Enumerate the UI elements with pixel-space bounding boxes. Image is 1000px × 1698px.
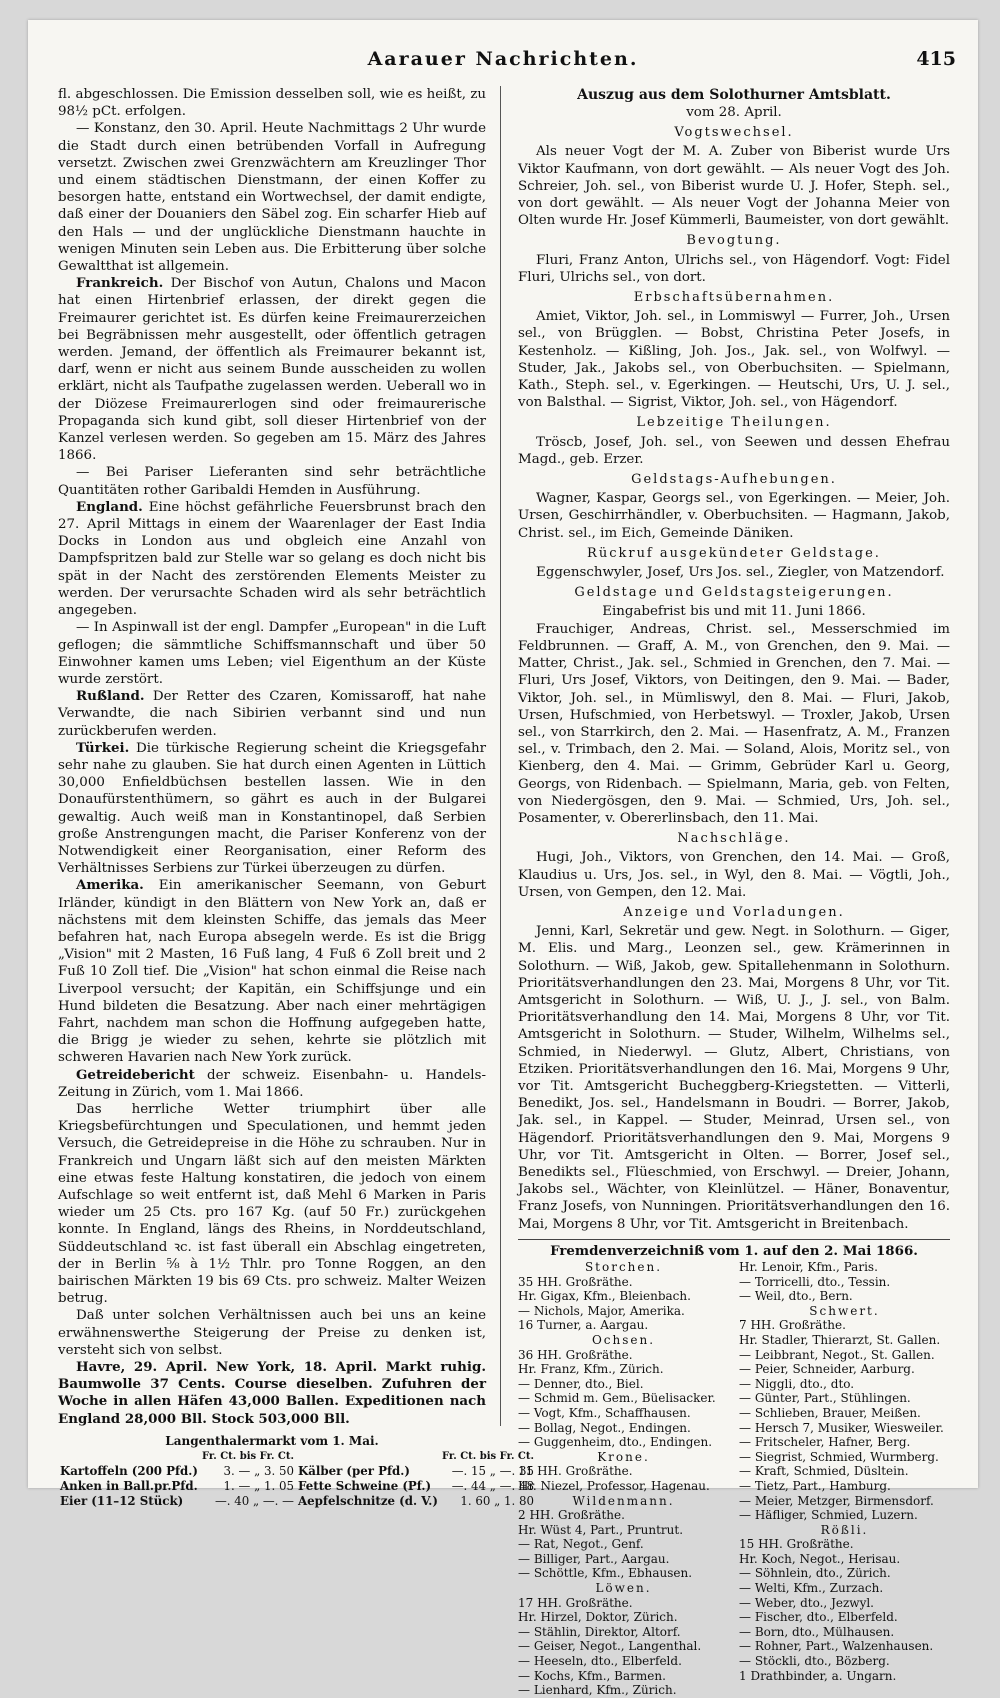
guest-entry: Hr. Franz, Kfm., Zürich.: [518, 1362, 664, 1377]
section-geldstage-deadline: Eingabefrist bis und mit 11. Juni 1866.: [602, 604, 866, 620]
guest-entry: Hr. Niezel, Professor, Hagenau.: [518, 1478, 710, 1493]
paragraph-england: [58, 499, 486, 619]
amtsblatt-date: vom 28. April.: [686, 105, 782, 120]
market-item: Anken in Ball.pr.Pfd.: [60, 1478, 198, 1493]
masthead: [28, 48, 978, 80]
section-nachschlaege-text: Hugi, Joh., Viktors, von Grenchen, den 14. Mai. — Groß, Klaudius u. Urs, Jos. sel., in Wyl, den 8. Mai. — Vögtli, Joh., Ursen, von Gempen, den 12. Mai.: [518, 850, 950, 900]
market-item: Eier (11–12 Stück): [60, 1493, 184, 1508]
market-price: 1. — „ 1. 05: [223, 1478, 294, 1493]
guest-entry: — Rohner, Part., Walzenhausen.: [739, 1639, 934, 1654]
hotel-name: Wildenmann.: [572, 1493, 675, 1508]
guest-entry: — Born, dto., Mülhausen.: [739, 1624, 895, 1639]
guest-entry: — Hersch 7, Musiker, Wiesweiler.: [739, 1420, 944, 1435]
market-header-cell: Fr. Ct. bis Fr. Ct.: [201, 1450, 294, 1462]
heading-frankreich: Frankreich.: [76, 275, 164, 292]
guest-entry: — Denner, dto., Biel.: [518, 1376, 644, 1391]
guest-entry: — Bollag, Negot., Endingen.: [518, 1420, 691, 1435]
guest-entry: — Fischer, dto., Elberfeld.: [739, 1610, 898, 1625]
market-header-cell: [58, 1449, 200, 1464]
guest-entry: — Guggenheim, dto., Endingen.: [518, 1435, 713, 1450]
amtsblatt-title: Auszug aus dem Solothurner Amtsblatt.: [577, 87, 891, 103]
guest-entry: 36 HH. Großräthe.: [518, 1347, 633, 1362]
guest-entry: Hr. Koch, Negot., Herisau.: [739, 1551, 901, 1566]
market-table: [58, 1449, 536, 1509]
market-row: [58, 1464, 536, 1479]
market-header-cell: Fr. Ct. bis Fr. Ct.: [441, 1450, 534, 1462]
section-erbschaft-text: Amiet, Viktor, Joh. sel., in Lommiswyl — Furrer, Joh., Ursen sel., von Brügglen. — Bobst, Christina Peter Josefs, in Kestenholz. — Kißling, Joh. Jos., Jak. sel., von Wolfwyl. — Studer, Jak., Jakobs sel., von Oberbuchsiten. — Spielmann, Kath., Steph. sel., v. Egerkingen. — Heutschi, Urs, U. J. sel., von Balsthal. — Sigrist, Viktor, Joh. sel., von Hägendorf.: [518, 309, 950, 411]
hotel-name: Löwen.: [595, 1581, 652, 1596]
section-geldstage-text: Frauchiger, Andreas, Christ. sel., Messerschmied im Feldbrunnen. — Graff, A. M., von Grenchen, den 9. Mai. — Matter, Christ., Jak. sel., Schmied in Grenchen, den 7. Mai. — Fluri, Urs Josef, Viktors, von Deitingen, den 9. Mai. — Bader, Viktor, Joh. sel., in Mümliswyl, den 8. Mai. — Fluri, Jakob, Ursen, Hufschmied, von Herbetswyl. — Troxler, Jakob, Ursen sel., von Starrkirch, den 2. Mai. — Hasenfratz, A. M., Franzen sel., v. Trimbach, den 2. Mai. — Soland, Alois, Moritz sel., von Kienberg, den 4. Mai. — Grimm, Gebrüder Karl u. Georg, Georgs, von Ridenbach. — Spielmann, Maria, geb. von Felten, von Niedergösgen, den 9. Mai. — Schmied, Urs, Joh. sel., Posamenter, v. Obererlinsbach, den 11. Mai.: [518, 621, 950, 826]
section-geldstage-heading: Geldstage und Geldstagsteigerungen.: [574, 585, 894, 601]
guest-entry: — Peier, Schneider, Aarburg.: [739, 1362, 915, 1377]
paragraph-russland: [58, 688, 486, 740]
guest-entry: — Niggli, dto., dto.: [739, 1376, 855, 1391]
fremden-column-left: [518, 1260, 729, 1698]
section-anzeige-text: Jenni, Karl, Sekretär und gew. Negt. in Solothurn. — Giger, M. Elis. und Marg., Leonzen sel., gew. Krämerinnen in Solothurn. — Wiß, Jakob, gew. Spitallehenmann in Solothurn. Prioritätsverhandlungen den 23. Mai, Morgens 8 Uhr, vor Tit. Amtsgericht in Solothurn. — Wiß, U. J., J. sel., von Balm. Prioritätsverhandlung den 14. Mai, Morgens 8 Uhr, vor Tit. Amtsgericht in Solothurn. — Studer, Wilhelm, Wilhelms sel., Schmied, in Niederwyl. — Glutz, Albert, Christians, von Etziken. Prioritätsverhandlungen den 16. Mai, Morgens 9 Uhr, vor Tit. Amtsgericht Bucheggberg-Kriegstetten. — Vitterli, Benedikt, Jos. sel., Handelsmann in Boudri. — Borrer, Jakob, Jak. sel., in Kappel. — Studer, Meinrad, Ursen sel., von Hägendorf. Prioritätsverhandlungen den 9. Mai, Morgens 9 Uhr, vor Tit. Amtsgericht in Olten. — Borrer, Josef sel., Benedikts sel., Flüeschmied, von Erschwyl. — Dreier, Johann, Jakobs sel., Wächter, von Kleinlützel. — Häner, Bonaventur, Franz Josefs, von Nunningen. Prioritätsverhandlungen den 16. Mai, Morgens 8 Uhr, vor Tit. Amtsgericht in Breitenbach.: [518, 924, 950, 1232]
guest-entry: — Welti, Kfm., Zurzach.: [739, 1581, 884, 1596]
page-number: 415: [916, 48, 956, 70]
guest-entry: 15 HH. Großräthe.: [739, 1537, 854, 1552]
paragraph-emission: fl. abgeschlossen. Die Emission desselben soll, wie es heißt, zu 98½ pCt. erfolgen.: [58, 87, 486, 120]
section-geldstagsaufhebung-heading: Geldstags-Aufhebungen.: [631, 472, 837, 488]
hotel-name: Schwert.: [809, 1303, 880, 1318]
guest-entry: Hr. Gigax, Kfm., Bleienbach.: [518, 1289, 691, 1304]
market-item: Kartoffeln (200 Pfd.): [60, 1463, 198, 1478]
paragraph-tuerkei: [58, 740, 486, 878]
fremden-heading: Fremdenverzeichniß vom 1. auf den 2. Mai 1866.: [518, 1239, 950, 1260]
heading-getreide: Getreidebericht: [76, 1066, 195, 1083]
market-item: Kälber (per Pfd.): [297, 1463, 410, 1478]
section-vogtswechsel-heading: Vogtswechsel.: [674, 125, 794, 141]
column-divider: [500, 86, 501, 1426]
market-price: —. 15 „ —. 35: [451, 1463, 534, 1478]
section-nachschlaege-heading: Nachschläge.: [677, 831, 791, 847]
guest-entry: — Geiser, Negot., Langenthal.: [518, 1639, 702, 1654]
hotel-name: Storchen.: [584, 1260, 663, 1274]
guest-entry: — Fritscheler, Hafner, Berg.: [739, 1435, 911, 1450]
guest-entry: — Weil, dto., Bern.: [739, 1289, 853, 1304]
market-row: [58, 1479, 536, 1494]
market-header-cell: [296, 1449, 440, 1464]
guest-entry: — Tietz, Part., Hamburg.: [739, 1478, 891, 1493]
guest-entry: — Vogt, Kfm., Schaffhausen.: [518, 1405, 691, 1420]
text-tuerkei: Die türkische Regierung scheint die Kriegsgefahr sehr nahe zu glauben. Sie hat durch einen Agenten in Lüttich 30,000 Enfieldbüchsen bestellen lassen. Wie in den Donaufürstenthümern, so gährt es auch in der Bulgarei gewaltig. Auch weiß man in Konstantinopel, daß Serbien große Anstrengungen macht, die Pariser Konferenz von der Notwendigkeit einer Reorganisation, einer Reform des Verhältnisses Serbiens zur Türkei überzeugen zu dürfen.: [58, 740, 486, 877]
guest-entry: — Schlieben, Brauer, Meißen.: [739, 1405, 921, 1420]
guest-entry: — Kraft, Schmied, Düsltein.: [739, 1464, 909, 1479]
guest-entry: — Siegrist, Schmied, Wurmberg.: [739, 1449, 939, 1464]
market-item: Fette Schweine (Pf.): [297, 1478, 432, 1493]
left-column: [58, 86, 534, 1508]
market-price: 3. — „ 3. 50: [223, 1463, 294, 1478]
guest-entry: 16 Turner, a. Aargau.: [518, 1318, 649, 1333]
fremden-list: [518, 1260, 950, 1698]
market-title: Langenthalermarkt vom 1. Mai.: [165, 1433, 379, 1448]
text-frankreich: Der Bischof von Autun, Chalons und Macon hat einen Hirtenbrief erlassen, der direkt gegen die Freimaurer gerichtet ist. Es dürfen keine Freimaurerzeichen bei Begräbnissen mehr ausgestellt, oder öffentlich getragen werden. Jemand, der öffentlich als Freimaurer bekannt ist, darf, wenn er nicht aus seinem Bunde ausscheiden zu wollen erklärt, nicht als Taufpathe zugelassen werden. Ueberall wo in der Diözese Freimaurerlogen sind oder freimaurerische Propaganda sich kund gibt, soll dieser Hirtenbrief von der Kanzel verlesen werden. So gegeben am 15. März des Jahres 1866.: [58, 276, 486, 464]
heading-england: England.: [76, 498, 143, 515]
guest-entry: — Rat, Negot., Genf.: [518, 1537, 644, 1552]
text-amerika: Ein amerikanischer Seemann, von Geburt Irländer, kündigt in den Blättern von New York an, daß er nächstens mit dem kleinsten Schiffe, das jemals das Meer befahren hat, nach Europa absegeln werde. Es ist die Brigg „Vision" mit 2 Masten, 16 Fuß lang, 4 Fuß 6 Zoll breit und 2 Fuß 10 Zoll tief. Die „Vision" hat schon einmal die Reise nach Liverpool versucht; der Kapitän, ein Schiffsjunge und ein Hund bildeten die Besatzung. Aber nach einer mehrtägigen Fahrt, nachdem man schon die Hoffnung aufgegeben hatte, die Brigg je wieder zu sehen, kehrte sie plötzlich mit schweren Havarien nach New York zurück.: [58, 878, 486, 1066]
guest-entry: 7 HH. Großräthe.: [739, 1318, 846, 1333]
guest-entry: Hr. Wüst 4, Part., Pruntrut.: [518, 1522, 684, 1537]
section-geldstagsaufhebung-text: Wagner, Kaspar, Georgs sel., von Egerkingen. — Meier, Joh. Ursen, Geschirrhändler, v. Oberbuchsiten. — Hagmann, Jakob, Christ. sel., im Eich, Gemeinde Däniken.: [518, 491, 950, 541]
fremden-column-right: [739, 1260, 950, 1698]
guest-entry: — Kochs, Kfm., Barmen.: [518, 1668, 666, 1683]
guest-entry: — Billiger, Part., Aargau.: [518, 1551, 670, 1566]
hotel-name: Ochsen.: [591, 1332, 656, 1347]
heading-tuerkei: Türkei.: [76, 739, 130, 756]
hotel-name: Krone.: [597, 1449, 650, 1464]
guest-entry: Hr. Stadler, Thierarzt, St. Gallen.: [739, 1332, 941, 1347]
market-row: [58, 1494, 536, 1509]
market-price: —. 40 „ —. —: [214, 1493, 294, 1508]
guest-entry: — Schmid m. Gem., Büelisacker.: [518, 1391, 716, 1406]
guest-entry: — Söhnlein, dto., Zürich.: [739, 1566, 891, 1581]
guest-entry: — Lienhard, Kfm., Zürich.: [518, 1683, 677, 1698]
section-bevogtung-heading: Bevogtung.: [686, 233, 782, 249]
guest-entry: — Stählin, Direktor, Altorf.: [518, 1624, 681, 1639]
guest-entry: — Meier, Metzger, Birmensdorf.: [739, 1493, 934, 1508]
paragraph-amerika: [58, 877, 486, 1066]
paragraph-konstanz: — Konstanz, den 30. April. Heute Nachmittags 2 Uhr wurde die Stadt durch einen betrübenden Vorfall in Aufregung versetzt. Zwischen zwei Grenzwächtern am Kreuzlinger Thor und einem städtischen Dienstmann, der einen Koffer zu besorgen hatte, entstand ein Wortwechsel, der damit endigte, daß einer der Douaniers den Säbel zog. Ein scharfer Hieb auf den Hals — und der unglückliche Dienstmann hauchte in wenigen Minuten sein Leben aus. Die Erbitterung über solche Gewaltthat ist allgemein.: [58, 121, 486, 275]
guest-entry: — Weber, dto., Jezwyl.: [739, 1595, 874, 1610]
guest-entry: Hr. Hirzel, Doktor, Zürich.: [518, 1610, 678, 1625]
text-russland: Der Retter des Czaren, Komissaroff, hat nahe Verwandte, die nach Sibirien verbannt sind und nun zurückberufen werden.: [58, 689, 486, 739]
guest-entry: 11 HH. Großräthe.: [518, 1464, 633, 1479]
paragraph-frankreich: [58, 275, 486, 464]
guest-entry: — Häfliger, Schmied, Luzern.: [739, 1508, 918, 1523]
paragraph-havre: Havre, 29. April. New York, 18. April. Markt ruhig. Baumwolle 37 Cents. Course dieselben. Zufuhren der Woche in allen Häfen 43,000 Ballen. Expeditionen nach England 28,000 Bll. Stock 503,000 Bll.: [58, 1359, 486, 1427]
newspaper-page: [28, 20, 978, 1698]
newspaper-title: Aarauer Nachrichten.: [367, 48, 639, 70]
paragraph-paris: — Bei Pariser Lieferanten sind sehr beträchtliche Quantitäten rother Garibaldi Hemden in Ausführung.: [58, 465, 486, 498]
market-price: —. 44 „ —. 48: [451, 1478, 534, 1493]
market-item: Aepfelschnitze (d. V.): [297, 1493, 438, 1508]
paragraph-getreide-2: Das herrliche Wetter triumphirt über alle Kriegsbefürchtungen und Speculationen, und hemmt jeden Versuch, die Getreidepreise in die Höhe zu schrauben. Nur in Frankreich und Ungarn läßt sich auf den meisten Märkten eine etwas feste Haltung konstatiren, die jedoch von einem Aufschlage so weit entfernt ist, daß Mehl 6 Marken in Paris wieder um 25 Cts. pro 167 Kg. (auf 50 Fr.) zurückgehen konnte. In England, längs des Rheins, in Norddeutschland, Süddeutschland ꝛc. ist fast überall ein Abschlag eingetreten, der in Berlin ⅝ à 1½ Thlr. pro Tonne Roggen, an den bairischen Märkten 19 bis 69 Cts. pro schweiz. Malter Weizen betrug.: [58, 1101, 486, 1307]
text-england: Eine höchst gefährliche Feuersbrunst brach den 27. April Mittags in einem der Waarenlager der East India Docks in London aus und obgleich eine Anzahl von Dampfspritzen bald zur Stelle war so gelang es doch nicht bis spät in der Nacht des zerstörenden Elements Meister zu werden. Der verursachte Schaden wird als sehr beträchtlich angegeben.: [58, 499, 486, 619]
guest-entry: — Heeseln, dto., Elberfeld.: [518, 1654, 682, 1669]
paragraph-getreide-3: Daß unter solchen Verhältnissen auch bei uns an keine erwähnenswerthe Steigerung der Preise zu denken ist, versteht sich von selbst.: [58, 1308, 486, 1358]
guest-entry: — Stöckli, dto., Bözberg.: [739, 1654, 890, 1669]
section-erbschaft-heading: Erbschaftsübernahmen.: [633, 290, 835, 306]
guest-entry: 35 HH. Großräthe.: [518, 1274, 633, 1289]
market-price: 1. 60 „ 1. 80: [460, 1493, 534, 1508]
hotel-name: Rößli.: [820, 1522, 869, 1537]
guest-entry: — Leibbrant, Negot., St. Gallen.: [739, 1347, 935, 1362]
section-bevogtung-text: Fluri, Franz Anton, Ulrichs sel., von Hägendorf. Vogt: Fidel Fluri, Ulrichs sel., von dort.: [518, 252, 950, 285]
guest-entry: 1 Drathbinder, a. Ungarn.: [739, 1668, 897, 1683]
section-lebzeitig-heading: Lebzeitige Theilungen.: [636, 415, 832, 431]
section-vogtswechsel-text: Als neuer Vogt der M. A. Zuber von Biberist wurde Urs Viktor Kaufmann, von dort gewählt. — Als neuer Vogt des Joh. Schreier, Joh. sel., von Biberist wurde U. J. Hofer, Steph. sel., von dort gewählt. — Als neuer Vogt der Johanna Meier von Olten wurde Hr. Josef Kümmerli, Baumeister, von dort gewählt.: [518, 144, 950, 229]
guest-entry: — Günter, Part., Stühlingen.: [739, 1391, 911, 1406]
text-getreide: der schweiz. Eisenbahn- u. Handels-Zeitung in Zürich, vom 1. Mai 1866.: [58, 1067, 486, 1100]
guest-entry: 2 HH. Großräthe.: [518, 1508, 625, 1523]
section-anzeige-heading: Anzeige und Vorladungen.: [623, 904, 845, 920]
heading-amerika: Amerika.: [76, 877, 144, 894]
paragraph-getreide: [58, 1067, 486, 1101]
section-rueckruf-heading: Rückruf ausgekündeter Geldstage.: [587, 545, 881, 561]
section-lebzeitig-text: Tröscb, Josef, Joh. sel., von Seewen und dessen Ehefrau Magd., geb. Erzer.: [518, 434, 950, 467]
section-rueckruf-text: Eggenschwyler, Josef, Urs Jos. sel., Ziegler, von Matzendorf.: [536, 565, 945, 581]
guest-entry: — Torricelli, dto., Tessin.: [739, 1274, 891, 1289]
guest-entry: — Nichols, Major, Amerika.: [518, 1303, 685, 1318]
right-column: [518, 86, 950, 1698]
market-report: [58, 1433, 534, 1509]
guest-entry: Hr. Lenoir, Kfm., Paris.: [739, 1260, 878, 1274]
paragraph-aspinwall: — In Aspinwall ist der engl. Dampfer „European" in die Luft geflogen; die sämmtliche Schiffsmannschaft und über 50 Einwohner kamen ums Leben; viel Eigenthum an der Küste wurde zerstört.: [58, 620, 486, 687]
guest-entry: 17 HH. Großräthe.: [518, 1595, 633, 1610]
market-header-row: [58, 1449, 536, 1464]
heading-russland: Rußland.: [76, 688, 145, 705]
guest-entry: — Schöttle, Kfm., Ebhausen.: [518, 1566, 693, 1581]
